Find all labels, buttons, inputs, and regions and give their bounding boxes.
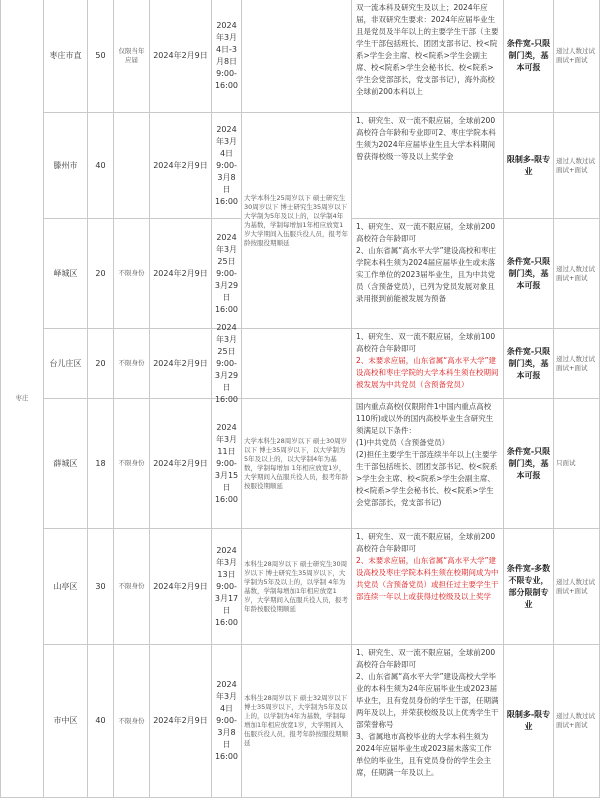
age-requirement: 大学本科生25周岁以下 硕士研究生30周岁以下 博士研究生35周岁以下 大学制为5年及以上的，以学制4年为基数，学制每增加1年相应放宽1岁大学期间入伍服兵役人员，报考年龄按服役期顺延	[244, 193, 348, 247]
count-cell	[88, 529, 114, 645]
deadline-cell	[212, 645, 242, 798]
district-name: 市中区	[53, 716, 78, 725]
recruit-count: 20	[95, 358, 106, 368]
requirement-cell	[352, 0, 504, 113]
recruit-count: 18	[95, 458, 106, 468]
requirement-cell	[352, 219, 504, 329]
requirement-line: 双一流本科及研究生及以上；2024年应届，非双研究生要求：2024年应届毕业生且是党员及半年以上的主要学生干部（主要学生干部包括班长、团团支部书记、校<院系>学生会主席、校<院系>学生会副主席、校<院系>学生会秘书长、校<院系>学生会党部部长，党支部书记），海外高校全球前200本科以上	[356, 3, 499, 96]
requirement-line: (1)中共党员（含预备党员）	[356, 438, 450, 447]
category-label: 条件宽-只限制门类，基本可报	[506, 256, 551, 290]
exam-cell	[554, 529, 600, 645]
requirement-line: 国内重点高校(仅限附件1中国内重点高校110所)或以外的国内高校毕业生含研究生须满足以下条件：	[356, 402, 494, 435]
age-cell	[242, 0, 352, 113]
count-cell	[88, 645, 114, 798]
signup-period: 2024年3月4日 9:00-3月8日 16:00	[214, 680, 239, 761]
deadline-cell	[212, 113, 242, 219]
deadline-cell	[212, 0, 242, 113]
identity-cell	[114, 529, 150, 645]
signup-period: 2024年3月4日 9:00-3月8日 16:00	[214, 124, 239, 206]
category-label: 条件宽-只限制门类，基本可报	[506, 346, 551, 380]
age-requirement: 本科生28周岁以下 硕士研究生30周岁以下 博士研究生35周岁以下，大学制为5年及以上的，以学制 4年为基数，学制每增加1年相应放宽1岁，大学期间入伍服兵役人员，报考年龄按服役期顺延	[244, 559, 348, 613]
exam-cell	[554, 0, 600, 113]
identity-cell	[114, 0, 150, 113]
category-label: 条件宽-只限制门类，基本可报	[506, 39, 551, 72]
requirement-line: 2、山东省属“高水平大学”建设高校大学毕业的本科生须为24年应届毕业生或2023届毕业生，且有党员身份的学生干部，任期满两年及以上，并荣获校级及以上优秀学生干部荣誉称号	[356, 672, 499, 729]
category-cell	[504, 0, 554, 113]
start-date: 2024年2月9日	[153, 358, 208, 368]
exam-method: 递过人数过试面试+面试	[556, 577, 595, 595]
district-cell	[44, 529, 88, 645]
requirement-line: 1、研究生、双一流不限应届，全球前200高校符合年龄即可	[356, 648, 496, 669]
requirement-cell	[352, 645, 504, 798]
start-cell	[150, 399, 212, 529]
exam-cell	[554, 113, 600, 219]
signup-period: 2024年3月4日-3月8日 9:00-16:00	[214, 21, 239, 90]
start-date: 2024年2月9日	[153, 458, 208, 468]
exam-method: 只面试	[556, 459, 576, 467]
identity-requirement: 仅限当年应届	[118, 47, 145, 64]
signup-period: 2024年3月25日 9:00-3月29日 16:00	[214, 232, 239, 314]
district-name: 滕州市	[53, 160, 78, 170]
recruit-count: 40	[95, 160, 106, 170]
requirement-line: 2、未要求应届，山东省属“高水平大学”建设高校及枣庄学院本科生须在校期间成为中共党员（含预备党员）或担任过主要学生干部连续一年以上或获得过校级及以上奖学	[356, 556, 499, 601]
deadline-cell	[212, 529, 242, 645]
district-cell	[44, 329, 88, 399]
identity-requirement: 不限身份	[118, 359, 145, 367]
category-cell	[504, 113, 554, 219]
district-cell	[44, 113, 88, 219]
district-name: 枣庄市直	[49, 51, 82, 60]
category-label: 限制多-限专业	[506, 154, 551, 176]
start-date: 2024年2月9日	[153, 51, 208, 60]
exam-method: 递过人数过试面试+面试	[556, 712, 595, 729]
requirement-line: 1、研究生、双一流不限应届，全球前200高校符合年龄即可	[356, 222, 496, 243]
deadline-cell	[212, 219, 242, 329]
recruit-count: 50	[95, 51, 106, 60]
age-cell	[242, 645, 352, 798]
exam-cell	[554, 399, 600, 529]
category-label: 限制多-限专业	[506, 710, 551, 731]
count-cell	[88, 0, 114, 113]
signup-period: 2024年3月13日 9:00-3月17日 16:00	[214, 545, 239, 627]
category-cell	[504, 219, 554, 329]
district-name: 台儿庄区	[49, 358, 82, 368]
deadline-cell	[212, 322, 242, 404]
age-cell	[242, 399, 352, 529]
requirement-cell	[352, 113, 504, 219]
deadline-cell	[212, 399, 242, 529]
requirement-line: 1、研究生、双一流不限应届，全球前200高校符合年龄即可	[356, 532, 496, 553]
requirement-line: 2、未要求应届，山东省属“高水平大学”建设高校和枣庄学院的大学本科生须在校期间被发展为中共党员（含预备党员）	[356, 356, 499, 389]
exam-cell	[554, 645, 600, 798]
start-date: 2024年2月9日	[153, 160, 208, 170]
category-cell	[504, 399, 554, 529]
category-label: 条件宽-只限制门类，基本可报	[506, 446, 551, 480]
district-cell	[44, 399, 88, 529]
requirement-line: 1、研究生、双一流不限应届，全球前200高校符合年龄和专业即可2、枣庄学院本科生须为2024年应届毕业生且大学本科期间曾获得校级一等及以上奖学金	[356, 116, 496, 161]
district-name: 薛城区	[53, 458, 78, 468]
identity-requirement: 不限身份	[118, 459, 145, 467]
exam-cell	[554, 329, 600, 399]
recruit-count: 20	[95, 268, 106, 278]
district-cell	[44, 0, 88, 113]
age-cell	[242, 529, 352, 645]
district-cell	[44, 219, 88, 329]
identity-cell	[114, 219, 150, 329]
signup-period: 2024年3月25日 9:00-3月29日 16:00	[214, 322, 239, 404]
identity-cell	[114, 645, 150, 798]
start-cell	[150, 645, 212, 798]
exam-method: 递过人数过试面试+面试	[556, 156, 595, 174]
age-requirement: 大学本科生28周岁以下 硕士30周岁以下 博士35周岁以下，以大学制为 5年及以上的，以大学制4年为基数，学制每增加 1年相应放宽1岁，大学期间入伍服兵役人员，报考年龄按服役期顺延	[244, 436, 348, 490]
requirement-cell	[352, 399, 504, 529]
category-cell	[504, 645, 554, 798]
count-cell	[88, 399, 114, 529]
age-cell	[242, 113, 352, 329]
requirement-cell	[352, 329, 504, 399]
region-cell	[0, 0, 44, 798]
category-cell	[504, 529, 554, 645]
start-cell	[150, 113, 212, 219]
requirement-line: 3、省属地市高校毕业的大学本科生须为2024年应届毕业生或2023届未落实工作单位的毕业生，且有党员身份的学生会主席，任期满一年及以上。	[356, 732, 492, 777]
start-cell	[150, 329, 212, 399]
category-cell	[504, 329, 554, 399]
start-cell	[150, 219, 212, 329]
start-cell	[150, 529, 212, 645]
start-date: 2024年2月9日	[153, 268, 208, 278]
identity-cell	[114, 329, 150, 399]
age-requirement: 本科生28周岁以下 硕士32周岁以下 博士35周岁以下，大学制为5年及以上的，以学制为4年为基数，学制每增加1年相应放宽1岁，大学期间入伍服兵役人员，报考年龄按服役期顺延	[244, 694, 348, 747]
region-label: 枣庄	[15, 394, 29, 402]
district-name: 峄城区	[53, 268, 78, 278]
count-cell	[88, 219, 114, 329]
exam-cell	[554, 219, 600, 329]
age-cell	[242, 329, 352, 399]
exam-method: 递过人数过试面试+面试	[556, 354, 595, 372]
start-date: 2024年2月9日	[153, 716, 208, 725]
district-name: 山亭区	[53, 581, 78, 591]
identity-requirement: 不限身份	[118, 582, 145, 590]
identity-cell	[114, 399, 150, 529]
exam-method: 递过人数过试面试+面试	[556, 47, 595, 64]
count-cell	[88, 329, 114, 399]
requirement-line: 2、山东省属“高水平大学”建设高校和枣庄学院本科生须为2024届应届毕业生或未落实工作单位的2023届毕业生，且为中共党员（含预备党员），已列为党员发展对象且录用报到前能被发展为预备	[356, 246, 497, 303]
district-cell	[44, 645, 88, 798]
requirement-line: 1、研究生、双一流不限应届，全球前100高校符合年龄即可	[356, 332, 496, 353]
identity-requirement: 不限身份	[118, 269, 145, 277]
identity-requirement: 不限身份	[118, 716, 145, 725]
category-label: 条件宽-多数不限专业，部分限制专业	[506, 563, 551, 609]
start-date: 2024年2月9日	[153, 581, 208, 591]
recruit-count: 30	[95, 581, 106, 591]
identity-cell	[114, 113, 150, 219]
signup-period: 2024年3月11日 9:00-3月15日 16:00	[214, 422, 239, 504]
requirement-line: (2)担任主要学生干部连续半年以上(主要学生干部包括班长、团团支部书记、校<院系>学生会主席、校<院系>学生会副主席、校<院系>学生会秘书长、校<院系>学生会党部部长，党支部书记)	[356, 450, 498, 507]
start-cell	[150, 0, 212, 113]
exam-method: 递过人数过试面试+面试	[556, 264, 595, 282]
recruit-count: 40	[95, 716, 106, 725]
requirement-cell	[352, 529, 504, 645]
count-cell	[88, 113, 114, 219]
